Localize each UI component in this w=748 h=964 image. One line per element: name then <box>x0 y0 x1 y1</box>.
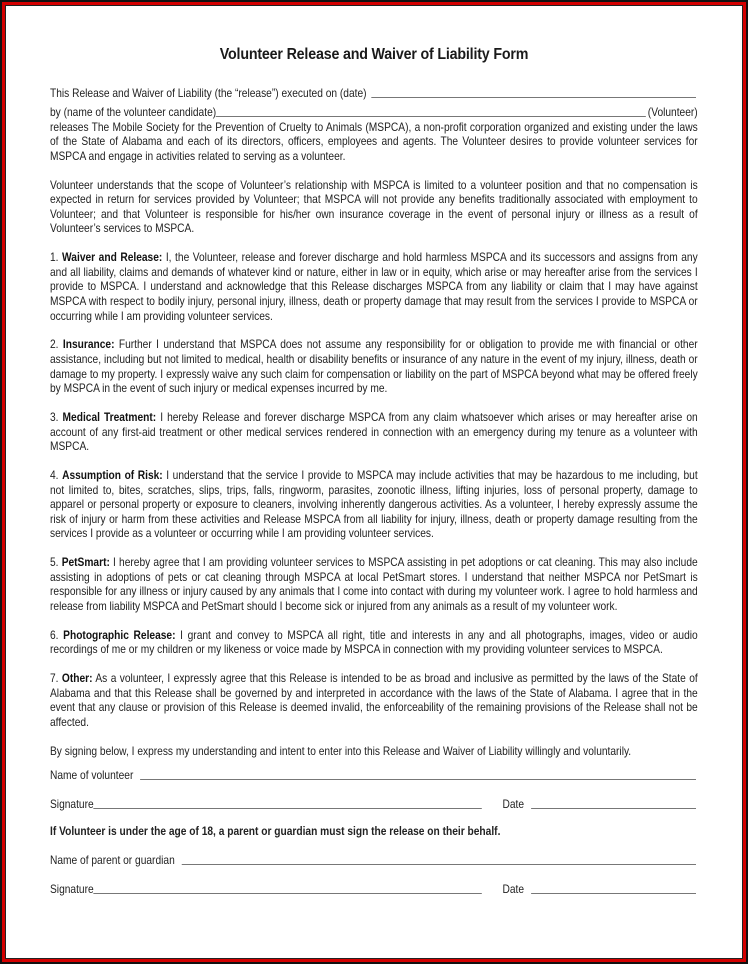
section-3 <box>50 410 698 454</box>
section-4 <box>50 468 698 541</box>
section-heading: Medical Treatment: <box>62 409 157 424</box>
section-7 <box>50 671 698 729</box>
volunteer-candidate-line <box>50 105 698 120</box>
date-label: This Release and Waiver of Liability (the “release”) executed on (date) <box>50 86 367 100</box>
section-5 <box>50 555 698 613</box>
closing-paragraph: By signing below, I express my understanding and intent to enter into this Release and Waiver of Liability willingly and voluntarily. <box>50 743 632 758</box>
section-text: Further I understand that MSPCA does not assume any responsibility for or obligation to provide me with financial or other assistance, including but not limited to medical, health or disability benefits or insurance of any nature in the event of my injury, illness, death or damage to my property. I expressly waive any such claim for compensation or liability on the part of MSPCA beyond what may be offered freely by MSPCA in the event of such injury or medical expenses incurred by me. <box>50 337 698 396</box>
candidate-label: by (name of the volunteer candidate) <box>50 105 217 120</box>
guardian-name-row <box>50 853 698 868</box>
date-field[interactable] <box>372 96 696 98</box>
signature-label: Signature <box>50 882 94 896</box>
volunteer-suffix: (Volunteer) <box>647 105 698 120</box>
section-heading: Assumption of Risk: <box>62 467 163 482</box>
section-number: 6. <box>50 627 59 642</box>
intro-paragraph: releases The Mobile Society for the Prevention of Cruelty to Animals (MSPCA), a non-profit corporation organized and existing under the laws of the State of Alabama and each of its directors, officers, employees and agents. The Volunteer desires to provide volunteer services for MSPCA and engage in activities related to serving as a volunteer. <box>50 119 698 163</box>
section-text: I, the Volunteer, release and forever discharge and hold harmless MSPCA and its successors and assigns from any and all liability, claims and demands of whatever kind or nature, either in law or in equity, which arise or may hereafter arise from the services I provide to MSPCA. I understand and acknowledge that this Release discharges MSPCA from any liability or claim that I may have against MSPCA with respect to bodily injury, personal injury, illness, death or property damage that may result from the services I provide to MSPCA or occurring while I am providing volunteer services. <box>50 250 698 323</box>
date-line <box>50 86 698 101</box>
section-text: I grant and convey to MSPCA all right, title and interests in any and all photographs, images, video or audio recordings of me or my children or my likeness or voice made by MSPCA in connection with my providing volunteer services to MSPCA. <box>50 627 698 657</box>
guardian-signature-row <box>50 882 698 897</box>
section-text: I hereby Release and forever discharge MSPCA from any claim whatsoever which arises or may hereafter arise on account of any first-aid treatment or other medical services rendered in connection with an emergency during my tenure as a volunteer with MSPCA. <box>50 409 698 454</box>
section-6 <box>50 628 698 657</box>
guardian-signature-field[interactable] <box>94 892 482 894</box>
form-title: Volunteer Release and Waiver of Liability Form <box>219 46 529 63</box>
signature-label: Signature <box>50 797 94 811</box>
minor-note: If Volunteer is under the age of 18, a parent or guardian must sign the release on their behalf. <box>50 824 501 838</box>
volunteer-name-label: Name of volunteer <box>50 768 134 782</box>
section-number: 3. <box>50 409 59 424</box>
signature-block <box>50 768 698 897</box>
section-text: I hereby agree that I am providing volunteer services to MSPCA assisting in pet adoptions or cat cleaning. This may also include assisting in adoptions of pets or cat cleaning through MSPCA at local PetSmart stores. I understand that neither MSPCA nor PetSmart is responsible for any illness or injury caused by any animals that I come into contact with during my volunteer work. I agree to hold harmless and release from liability MSPCA and PetSmart should I become sick or injured from any animals as a result of my volunteer work. <box>50 555 698 613</box>
volunteer-name-field[interactable] <box>140 778 696 780</box>
volunteer-date-field[interactable] <box>531 807 696 809</box>
section-number: 4. <box>50 467 59 482</box>
scope-paragraph: Volunteer understands that the scope of Volunteer’s relationship with MSPCA is limited to a volunteer position and that no compensation is expected in return for services provided by Volunteer; that MSPCA will not provide any benefits traditionally associated with employment to Volunteer; and that Volunteer is responsible for his/her own insurance coverage in the event of personal injury or illness as a result of Volunteer’s services to MSPCA. <box>50 177 698 236</box>
section-number: 7. <box>50 671 59 685</box>
volunteer-name-row <box>50 768 698 783</box>
section-heading: Waiver and Release: <box>62 250 163 265</box>
guardian-name-field[interactable] <box>182 863 696 865</box>
candidate-name-field[interactable] <box>216 115 646 117</box>
section-text: As a volunteer, I expressly agree that this Release is intended to be as broad and inclusive as permitted by the laws of the State of Alabama and that this Release shall be governed by and interpreted in accordance with the laws of the State of Alabama. I agree that in the event that any clause or provision of this Release is deemed invalid, the enforceability of the remaining provisions of the Release shall not be affected. <box>50 671 698 729</box>
form-body <box>50 86 698 772</box>
section-number: 1. <box>50 250 59 265</box>
guardian-name-label: Name of parent or guardian <box>50 853 175 867</box>
volunteer-signature-field[interactable] <box>94 807 482 809</box>
section-number: 5. <box>50 555 59 570</box>
section-2 <box>50 337 698 395</box>
section-1 <box>50 250 698 323</box>
date-label: Date <box>502 882 525 896</box>
section-heading: Photographic Release: <box>63 627 176 642</box>
section-text: I understand that the service I provide to MSPCA may include activities that may be hazardous to me including, but not limited to, bites, scratches, slips, trips, falls, ringworm, parasites, zoonotic illness, lifting injuries, loss of personal property, damage to apparel or personal property or exposure to cleaners, involving inherently dangerous activities. As a volunteer, I hereby expressly assume the risk of injury or harm from these activities and Release MSPCA from all liability for injury, illness, death or property damage resulting from the services I provide as a volunteer or occurring while I am providing volunteer services. <box>50 467 698 541</box>
section-heading: PetSmart: <box>61 555 110 570</box>
section-heading: Insurance: <box>62 337 115 352</box>
volunteer-signature-row <box>50 797 698 812</box>
section-number: 2. <box>50 337 59 352</box>
section-heading: Other: <box>61 671 93 685</box>
guardian-date-field[interactable] <box>531 892 696 894</box>
date-label: Date <box>502 797 525 811</box>
